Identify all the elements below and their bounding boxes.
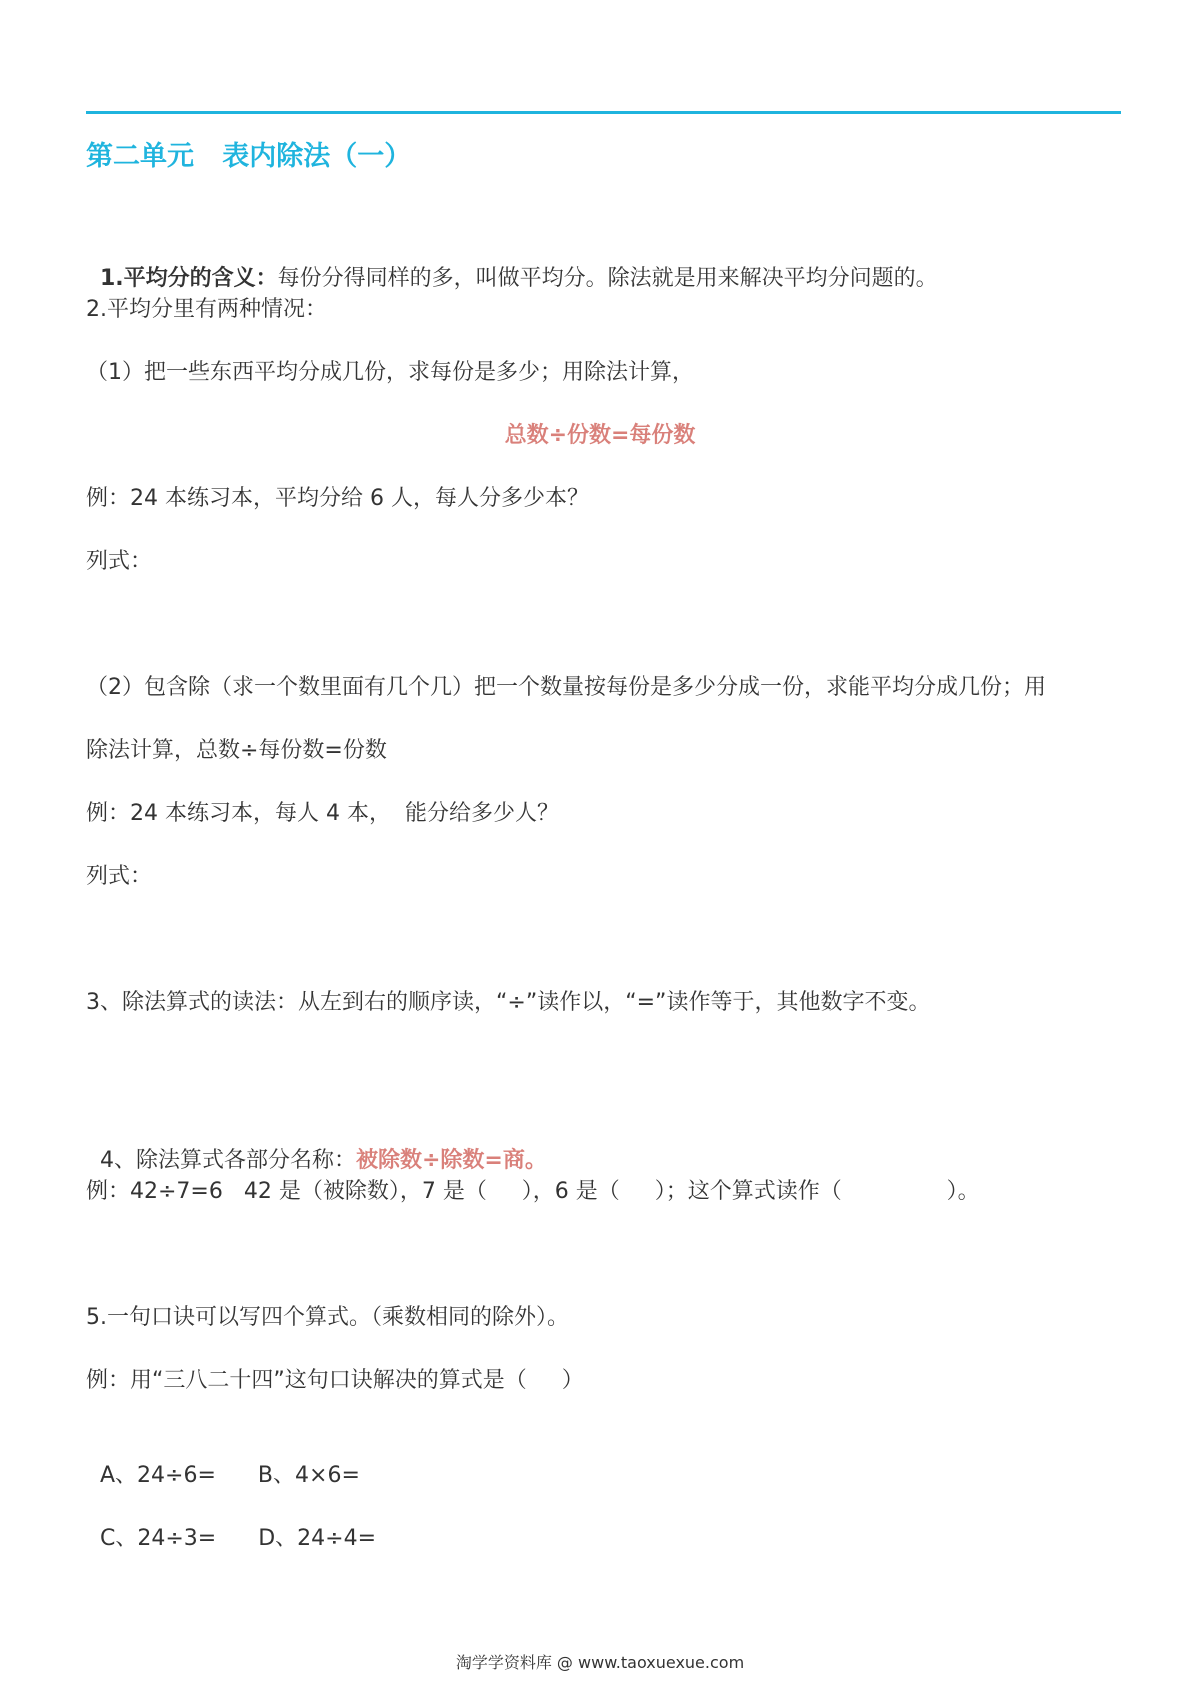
work-2-label: 列式： — [86, 864, 153, 889]
option-b: B、4×6= — [257, 1463, 360, 1488]
example-1: 例：24 本练习本，平均分给 6 人，每人分多少本？ — [86, 486, 589, 511]
example-2: 例：24 本练习本，每人 4 本， 能分给多少人？ — [86, 801, 559, 826]
example-4: 例：42÷7=6 42 是（被除数），7 是（ ），6 是（ ）；这个算式读作（ ）。 — [86, 1179, 980, 1204]
option-row-cd — [86, 1491, 376, 1555]
formula-1: 总数÷份数=每份数 — [504, 423, 696, 448]
section-4-label: 4、除法算式各部分名称： — [100, 1148, 356, 1173]
section-2-heading: 2.平均分里有两种情况： — [86, 297, 327, 322]
option-a: A、24÷6= — [100, 1463, 216, 1488]
section-2-case-2-line-2: 除法计算，总数÷每份数=份数 — [86, 738, 387, 763]
footer-watermark: 淘学学资料库 @ www.taoxuexue.com — [455, 1653, 745, 1672]
section-1-text: 每份分得同样的多，叫做平均分。除法就是用来解决平均分问题的。 — [277, 266, 938, 291]
section-1-label: 1.平均分的含义： — [100, 266, 278, 291]
option-row-ab — [86, 1428, 360, 1492]
section-2-case-2-line-1: （2）包含除（求一个数里面有几个几）把一个数量按每份是多少分成一份，求能平均分成几份；用 — [86, 675, 1047, 700]
page-title: 第二单元 表内除法（一） — [86, 141, 412, 172]
section-2-case-1: （1）把一些东西平均分成几份，求每份是多少；用除法计算， — [86, 360, 694, 385]
example-5: 例：用“三八二十四”这句口诀解决的算式是（ ） — [86, 1368, 584, 1393]
option-c: C、24÷3= — [100, 1526, 217, 1551]
section-5: 5.一句口诀可以写四个算式。（乘数相同的除外）。 — [86, 1305, 569, 1330]
option-d: D、24÷4= — [258, 1526, 377, 1551]
work-1-label: 列式： — [86, 549, 153, 574]
section-4 — [86, 1113, 547, 1177]
section-3: 3、除法算式的读法：从左到右的顺序读，“÷”读作以，“=”读作等于，其他数字不变。 — [86, 990, 931, 1015]
section-4-formula: 被除数÷除数=商。 — [356, 1148, 547, 1173]
section-1 — [86, 231, 938, 295]
header-rule — [86, 111, 1121, 114]
